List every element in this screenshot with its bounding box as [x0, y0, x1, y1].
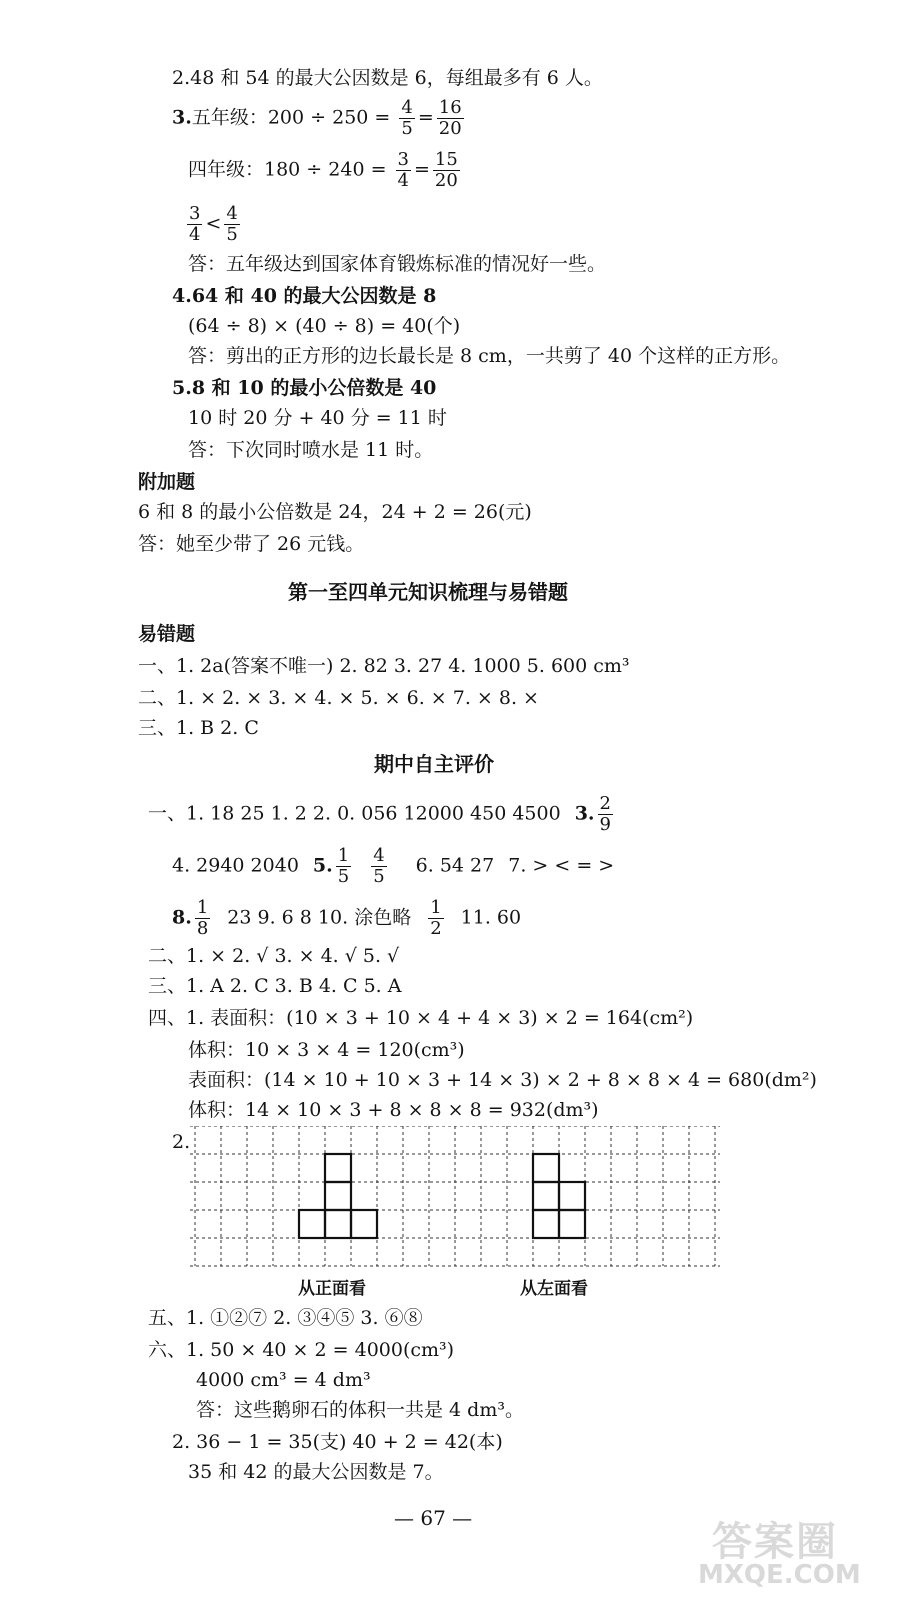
- answer-q4: 答：剪出的正方形的边长最长是 8 cm，一共剪了 40 个这样的正方形。: [188, 345, 791, 367]
- fraction: $\frac{1}{5}$: [337, 845, 350, 887]
- watermark-url: MXQE.COM: [698, 1560, 861, 1590]
- midterm-row-5: 三、1. A 2. C 3. B 4. C 5. A: [148, 975, 402, 997]
- midterm-row-6: 四、1. 表面积：(10 × 3 + 10 × 4 + 4 × 3) × 2 = 164(cm²): [148, 1007, 694, 1029]
- fraction: $\frac{15}{20}$: [434, 149, 458, 191]
- fraction: $\frac{2}{9}$: [599, 793, 611, 835]
- views-grid: [190, 1126, 722, 1270]
- line-q4: 4.64 和 40 的最大公因数是 8: [172, 285, 437, 307]
- caption-front-view: 从正面看: [298, 1279, 366, 1299]
- fraction: $\frac{4}{5}$: [401, 97, 413, 139]
- line-q5: 5.8 和 10 的最小公倍数是 40: [172, 377, 437, 399]
- line-q5-calc: 10 时 20 分 + 40 分 = 11 时: [188, 407, 447, 429]
- fraction: $\frac{16}{20}$: [438, 97, 462, 139]
- midterm-row-9: 体积：14 × 10 × 3 + 8 × 8 × 8 = 932(dm³): [188, 1099, 599, 1121]
- line-q3-compare: $\frac{3}{4}$ < $\frac{4}{5}$: [189, 203, 238, 245]
- fraction: $\frac{4}{5}$: [226, 203, 238, 245]
- answer-q3: 答：五年级达到国家体育锻炼标准的情况好一些。: [188, 253, 607, 275]
- midterm-row-8: 表面积：(14 × 10 + 10 × 3 + 14 × 3) × 2 + 8 × 8 × 4 = 680(dm²): [188, 1069, 817, 1091]
- answer-q5: 答：下次同时喷水是 11 时。: [188, 439, 434, 461]
- left-view-shape: [533, 1154, 585, 1238]
- midterm-row-10: 五、1. ①②⑦ 2. ③④⑤ 3. ⑥⑧: [148, 1307, 423, 1329]
- review-row-3: 三、1. B 2. C: [138, 717, 259, 739]
- caption-left-view: 从左面看: [520, 1279, 588, 1299]
- review-row-2: 二、1. × 2. × 3. × 4. × 5. × 6. × 7. × 8. ×: [138, 687, 539, 709]
- midterm-row-2: 4. 2940 2040 5. $\frac{1}{5}$ $\frac{4}{5}$ 6. 54 27 7. > < = >: [172, 845, 615, 887]
- midterm-row-14: 2. 36 − 1 = 35(支) 40 + 2 = 42(本): [172, 1431, 503, 1453]
- page-number: — 67 —: [394, 1506, 473, 1530]
- midterm-row-11: 六、1. 50 × 40 × 2 = 4000(cm³): [148, 1339, 455, 1361]
- front-view-shape: [299, 1154, 377, 1238]
- line-q2: 2.48 和 54 的最大公因数是 6，每组最多有 6 人。: [172, 67, 603, 89]
- line-q4-calc: (64 ÷ 8) × (40 ÷ 8) = 40(个): [188, 315, 461, 337]
- midterm-row-15: 35 和 42 的最大公因数是 7。: [188, 1461, 444, 1483]
- midterm-row-1: 一、1. 18 25 1. 2 2. 0. 056 12000 450 4500 3. $\frac{2}{9}$: [148, 793, 611, 835]
- extra-title: 附加题: [138, 471, 196, 493]
- section-subtitle-mistakes: 易错题: [138, 623, 196, 645]
- midterm-row-7: 体积：10 × 3 × 4 = 120(cm³): [188, 1039, 465, 1061]
- fraction: $\frac{4}{5}$: [373, 845, 385, 887]
- fraction: $\frac{1}{8}$: [196, 897, 209, 939]
- review-row-1: 一、1. 2a(答案不唯一) 2. 82 3. 27 4. 1000 5. 600 cm³: [138, 655, 630, 677]
- line-q3-grade4: 四年级：180 ÷ 240 = $\frac{3}{4}$ = $\frac{15}{20}$: [188, 149, 458, 191]
- extra-line-2: 答：她至少带了 26 元钱。: [138, 533, 365, 555]
- fraction: $\frac{3}{4}$: [189, 203, 201, 245]
- grid-question-label: 2.: [172, 1131, 191, 1153]
- line-q3-grade5: 3.五年级：200 ÷ 250 = $\frac{4}{5}$ = $\frac{16}{20}$: [172, 97, 462, 139]
- watermark-logo: 答案圈: [712, 1519, 838, 1565]
- midterm-row-12: 4000 cm³ = 4 dm³: [196, 1369, 371, 1391]
- extra-line-1: 6 和 8 的最小公倍数是 24，24 + 2 = 26(元): [138, 501, 532, 523]
- midterm-row-13: 答：这些鹅卵石的体积一共是 4 dm³。: [196, 1399, 524, 1421]
- section-title-midterm: 期中自主评价: [374, 752, 494, 776]
- fraction: $\frac{1}{2}$: [430, 897, 442, 939]
- midterm-row-4: 二、1. × 2. √ 3. × 4. √ 5. √: [148, 945, 400, 967]
- midterm-row-3: 8. $\frac{1}{8}$ 23 9. 6 8 10. 涂色略 $\frac{1}{2}$ 11. 60: [172, 897, 522, 939]
- section-title-review: 第一至四单元知识梳理与易错题: [288, 580, 568, 604]
- fraction: $\frac{3}{4}$: [397, 149, 409, 191]
